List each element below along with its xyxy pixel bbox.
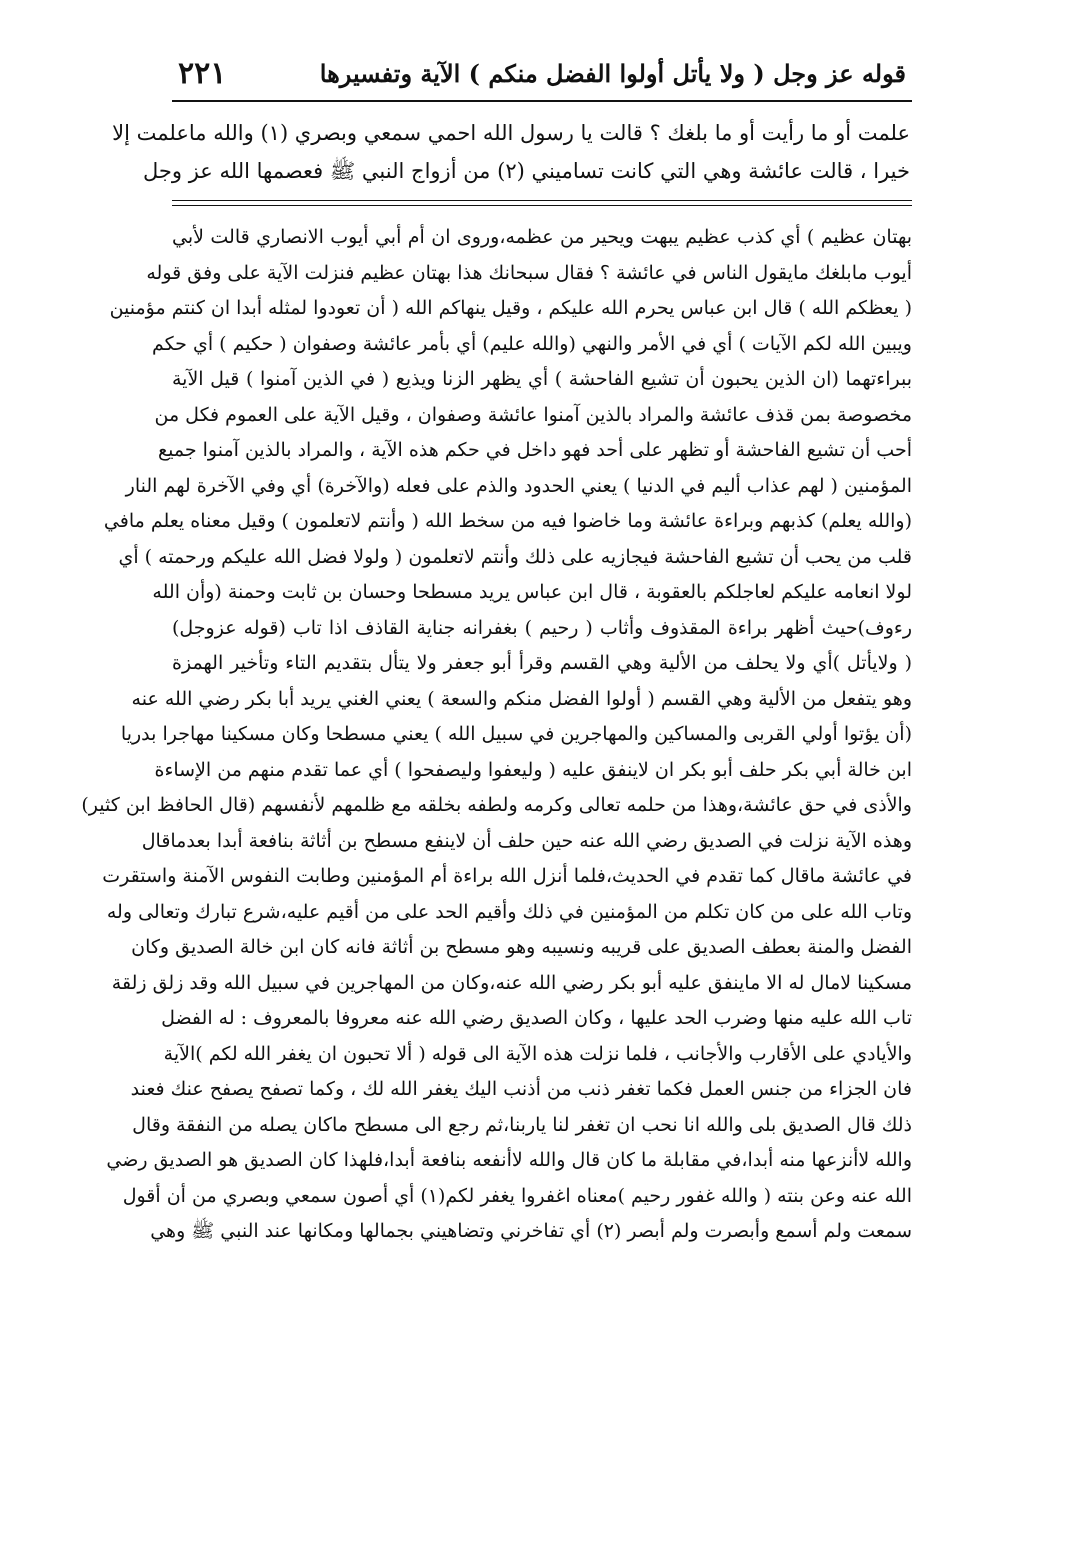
text-line: والله لاأنزعها منه أبدا،في مقابلة ما كان قال والله لاأنفعه بنافعة أبدا،فلهذا كان الصديق هو الصديق رضي bbox=[106, 1149, 912, 1171]
text-line: قلب من يحب أن تشيع الفاحشة فيجازيه على ذلك وأنتم لاتعلمون ( ولولا فضل الله عليكم ورحمته ) أي bbox=[118, 545, 912, 568]
text-line: لولا انعامه عليكم لعاجلكم بالعقوبة ، قال ابن عباس يريد مسطحا وحسان بن ثابت وحمنة (وأن الله bbox=[152, 581, 912, 603]
text-line: مخصوصة بمن قذف عائشة والمراد بالذين آمنوا عائشة وصفوان ، وقيل الآية على العموم فكل من bbox=[154, 403, 912, 426]
text-line: ( ولايأتل )أي ولا يحلف من الألية وهي القسم وقرأ أبو جعفر ولا يتأل بتقديم التاء وتأخير الهمزة bbox=[172, 652, 912, 674]
text-line: علمت أو ما رأيت أو ما بلغك ؟ قالت يا رسول الله احمي سمعي وبصري (١) والله ماعلمت إلا bbox=[112, 121, 910, 145]
text-line: المؤمنين ( لهم عذاب أليم في الدنيا ) يعني الحدود والذم على فعله (والآخرة) أي وفي الآخرة لهم النار bbox=[125, 474, 912, 497]
text-line: في عائشة ماقال كما تقدم في الحديث،فلما أنزل الله براءة أم المؤمنين وطابت النفوس الآمنة واستقرت bbox=[102, 865, 912, 887]
text-line: وهذه الآية نزلت في الصديق رضي الله عنه حين حلف أن لاينفع مسطح بن أثاثة بنافعة أبدا بعدماقال bbox=[141, 829, 912, 852]
text-line: مسكينا لامال له الا ماينفق عليه أبو بكر رضي الله عنه،وكان من المهاجرين في سبيل الله وقد زلق زلقة bbox=[111, 971, 912, 994]
header-rule bbox=[172, 100, 912, 102]
text-line: أيوب مابلغك مايقول الناس في عائشة ؟ فقال سبحانك هذا بهتان عظيم فنزلت الآية على وفق قوله bbox=[146, 261, 912, 284]
separator-rule-2 bbox=[172, 205, 912, 206]
text-line: فان الجزاء من جنس العمل فكما تغفر ذنب من أذنب اليك يغفر الله لك ، وكما تصفح يصفح عنك فعند bbox=[130, 1078, 912, 1100]
text-line: (والله يعلم) كذبهم وبراءة عائشة وما خاضوا فيه من سخط الله ( وأنتم لاتعلمون ) وقيل معناه يعلم مافي bbox=[103, 510, 912, 532]
tafsir-body bbox=[81, 210, 912, 1250]
page bbox=[81, 50, 912, 1520]
text-line: وهو يتفعل من الألية وهي القسم ( أولوا الفضل منكم والسعة ) يعني الغني يريد أبا بكر رضي الله عنه bbox=[131, 687, 912, 710]
text-line: ببراءتهما (ان الذين يحبون أن تشيع الفاحشة ) أي يظهر الزنا ويذيع ( في الذين آمنوا ) قيل الآية bbox=[172, 368, 912, 390]
text-line: ذلك قال الصديق بلى والله انا نحب ان تغفر لنا ياربنا،ثم رجع الى مسطح ماكان يصله من النفقة وقال bbox=[132, 1113, 912, 1136]
text-line: خيرا ، قالت عائشة وهي التي كانت تساميني (٢) من أزواج النبي ﷺ فعصمها الله عز وجل bbox=[143, 159, 910, 183]
text-line: الفضل والمنة بعطف الصديق على قريبه ونسيبه وهو مسطح بن أثاثة فانه كان ابن خالة الصديق وكان bbox=[131, 936, 912, 958]
text-line: وتاب الله على من كان تكلم من المؤمنين في ذلك وأقيم الحد على من أقيم عليه،شرع تبارك وتعالى وله bbox=[106, 900, 912, 923]
text-line: ويبين الله لكم الآيات ) أي في الأمر والنهي (والله عليم) أي بأمر عائشة وصفوان ( حكيم ) أي حكم bbox=[152, 332, 912, 355]
text-line: والأيادي على الأقارب والأجانب ، فلما نزلت هذه الآية الى قوله ( ألا تحبون ان يغفر الله لكم )الآية bbox=[163, 1042, 912, 1065]
text-line: والأذى في حق عائشة،وهذا من حلمه تعالى وكرمه ولطفه بخلقه مع ظلمهم لأنفسهم (قال الحافظ ابن كثير) bbox=[81, 794, 912, 816]
header-title: قوله عز وجل ( ولا يأتل أولوا الفضل منكم ) الآية وتفسيرها bbox=[319, 58, 906, 88]
page-header bbox=[172, 50, 912, 96]
text-line: ( يعظكم الله ) قال ابن عباس يحرم الله عليكم ، وقيل ينهاكم الله ( أن تعودوا لمثله أبدا ان كنتم مؤمنين bbox=[109, 297, 912, 319]
text-line: (أن يؤتوا أولي القربى والمساكين والمهاجرين في سبيل الله ) يعني مسطحا وكان مسكينا مهاجرا بدريا bbox=[120, 723, 912, 745]
text-line: بهتان عظيم ) أي كذب عظيم يبهت ويحير من عظمه،وروى ان أم أبي أيوب الانصاري قالت لأبي bbox=[172, 226, 912, 248]
text-line: تاب الله عليه منها وضرب الحد عليها ، وكان الصديق رضي الله عنه معروفا بالمعروف : له الفضل bbox=[161, 1007, 912, 1029]
text-line: سمعت ولم أسمع وأبصرت ولم أبصر (٢) أي تفاخرني وتضاهيني بجمالها ومكانها عند النبي ﷺ وهي bbox=[150, 1220, 912, 1242]
text-line: رءوف)حيث أظهر براءة المقذوف وأثاب ( رحيم ) بغفرانه جناية القاذف اذا تاب (قوله عزوجل) bbox=[172, 616, 912, 639]
text-line: الله عنه وعن بنته ( والله غفور رحيم )معناه اغفروا يغفر لكم(١) أي أصون سمعي وبصري من أن أقول bbox=[122, 1184, 912, 1207]
text-line: أحب أن تشيع الفاحشة أو تظهر على أحد فهو داخل في حكم هذه الآية ، والمراد بالذين آمنوا جميع bbox=[158, 439, 912, 461]
page-number: ٢٢١ bbox=[178, 55, 227, 91]
text-line: ابن خالة أبي بكر حلف أبو بكر ان لاينفق عليه ( وليعفوا وليصفحوا ) أي عما تقدم منهم من الإساءة bbox=[154, 758, 912, 781]
separator-rule bbox=[172, 200, 912, 201]
continuation-text bbox=[112, 106, 912, 196]
